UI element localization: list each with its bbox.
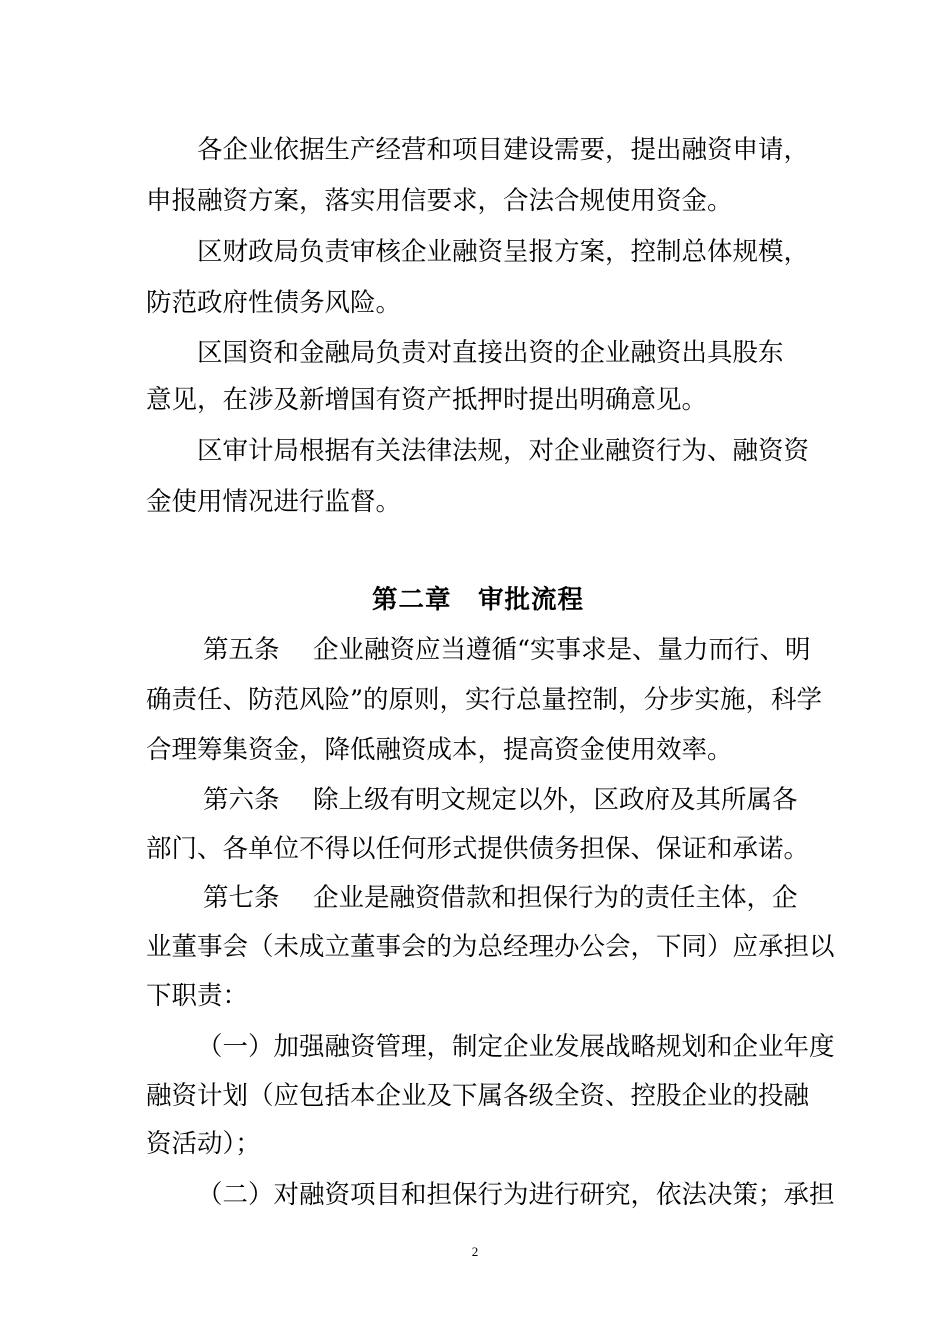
chapter-heading: 第二章 审批流程 <box>372 585 585 615</box>
paragraph-text: 各企业依据生产经营和项目建设需要，提出融资申请， <box>197 135 810 165</box>
article-line <box>0 783 950 817</box>
article-line <box>0 633 950 667</box>
list-item-text: （一）加强融资管理，制定企业发展战略规划和企业年度 <box>197 1032 835 1062</box>
article-line <box>0 979 950 1013</box>
text-line <box>0 485 950 519</box>
text-line <box>0 184 950 218</box>
paragraph-text: 区国资和金融局负责对直接出资的企业融资出具股东 <box>197 338 784 368</box>
article-text: 合理筹集资金，降低融资成本，提高资金使用效率。 <box>146 735 733 765</box>
article-number: 第五条 <box>203 635 280 665</box>
list-item-line <box>0 1127 950 1161</box>
article-text: 企业融资应当遵循“实事求是、量力而行、明 <box>313 635 811 665</box>
text-line <box>0 383 950 417</box>
list-item-line <box>0 1178 950 1212</box>
list-item-line <box>0 1079 950 1113</box>
text-line <box>0 286 950 320</box>
article-text: 下职责： <box>146 981 249 1011</box>
list-item-text: （二）对融资项目和担保行为进行研究，依法决策；承担 <box>197 1180 835 1210</box>
text-line <box>0 434 950 468</box>
article-line <box>0 930 950 964</box>
article-text: 部门、各单位不得以任何形式提供债务担保、保证和承诺。 <box>146 834 810 864</box>
article-text: 确责任、防范风险”的原则，实行总量控制，分步实施，科学 <box>146 685 823 715</box>
article-text: 企业是融资借款和担保行为的责任主体，企 <box>313 883 798 913</box>
paragraph-text: 意见，在涉及新增国有资产抵押时提出明确意见。 <box>146 385 708 415</box>
page-number: 2 <box>471 1244 479 1259</box>
article-line <box>0 881 950 915</box>
text-line <box>0 133 950 167</box>
paragraph-text: 金使用情况进行监督。 <box>146 487 402 517</box>
article-number: 第七条 <box>203 883 280 913</box>
text-line <box>0 235 950 269</box>
paragraph-text: 区财政局负责审核企业融资呈报方案，控制总体规模， <box>197 237 810 267</box>
article-line <box>0 832 950 866</box>
paragraph-text: 区审计局根据有关法律法规，对企业融资行为、融资资 <box>197 436 810 466</box>
article-text: 业董事会（未成立董事会的为总经理办公会，下同）应承担以 <box>146 932 835 962</box>
text-line <box>0 336 950 370</box>
list-item-text: 资活动）； <box>146 1129 261 1159</box>
paragraph-text: 申报融资方案，落实用信要求，合法合规使用资金。 <box>146 186 733 216</box>
article-number: 第六条 <box>203 785 280 815</box>
list-item-text: 融资计划（应包括本企业及下属各级全资、控股企业的投融 <box>146 1081 810 1111</box>
article-line <box>0 683 950 717</box>
article-line <box>0 733 950 767</box>
paragraph-text: 防范政府性债务风险。 <box>146 288 402 318</box>
article-text: 除上级有明文规定以外，区政府及其所属各 <box>313 785 798 815</box>
list-item-line <box>0 1030 950 1064</box>
